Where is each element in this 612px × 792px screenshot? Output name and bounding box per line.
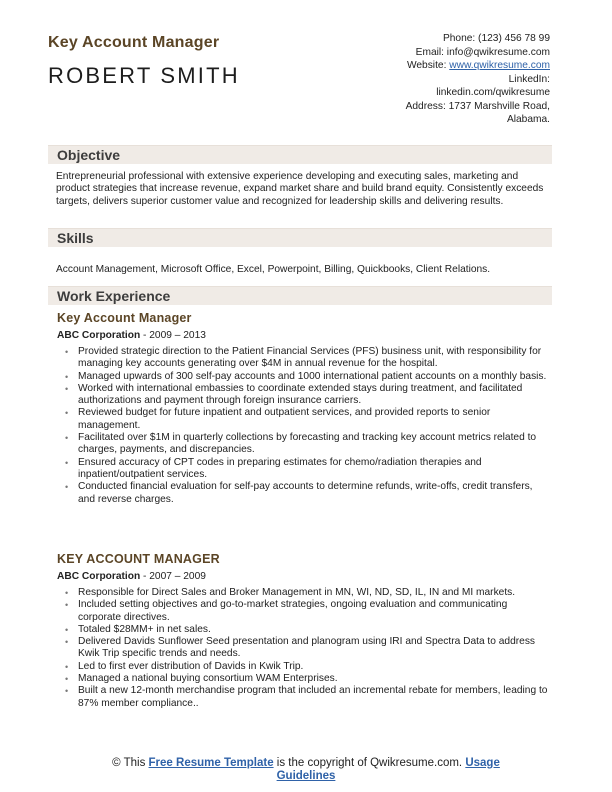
list-item: • Included setting objectives and go-to-market strategies, ongoing evaluation and communicating corporate directives.	[64, 599, 552, 624]
website-link[interactable]: www.qwikresume.com	[449, 60, 550, 71]
header-job-title: Key Account Manager	[48, 34, 220, 51]
objective-text: Entrepreneurial professional with extensive experience developing and executing sales, marketing and product strategies that increase revenue, expand market share and build brand equity. Consistently exceeds targets, delivers superior customer value and recognized for leadership skills and delivering results.	[56, 171, 544, 207]
list-item: • Facilitated over $1M in quarterly collections by forecasting and tracking key account metrics related to charges, payments, and discrepancies.	[64, 432, 552, 457]
contact-website-label: Website:	[406, 60, 450, 71]
footer-prefix: © This	[112, 757, 149, 769]
contact-phone: Phone: (123) 456 78 99	[442, 33, 550, 44]
contact-address-line2: Alabama.	[506, 114, 550, 125]
skills-text: Account Management, Microsoft Office, Excel, Powerpoint, Billing, Quickbooks, Client Relations.	[56, 264, 491, 275]
list-item: • Built a new 12-month merchandise program that included an incremental rebate for members, leading to 87% member compliance..	[64, 685, 552, 710]
objective-section-header	[48, 145, 552, 164]
footer-middle: is the copyright of Qwikresume.com.	[273, 757, 466, 769]
job-2-role: KEY ACCOUNT MANAGER	[57, 552, 220, 566]
free-resume-template-link[interactable]: Free Resume Template	[148, 757, 274, 769]
skills-heading: Skills	[57, 230, 94, 246]
experience-heading: Work Experience	[57, 288, 171, 304]
candidate-name: ROBERT SMITH	[48, 63, 240, 88]
list-item: • Reviewed budget for future inpatient and outpatient services, and provided reports to senior management.	[64, 407, 552, 432]
skills-section-header	[48, 228, 552, 247]
contact-block	[290, 32, 550, 127]
job-1-bullets	[64, 346, 552, 506]
job-1-company-line	[57, 330, 206, 341]
list-item: • Led to first ever distribution of Davids in Kwik Trip.	[64, 661, 552, 673]
list-item: • Managed a national buying consortium WAM Enterprises.	[64, 673, 552, 685]
job-1-dates: - 2009 – 2013	[140, 330, 206, 341]
list-item: • Provided strategic direction to the Patient Financial Services (PFS) business unit, with responsibility for managing key accounts generating over $4M in annual revenue for the hospital.	[64, 346, 552, 371]
usage-guidelines-link-part1[interactable]: Usage	[465, 757, 500, 769]
job-1-company: ABC Corporation	[57, 330, 141, 341]
contact-email: Email: info@qwikresume.com	[415, 46, 550, 58]
list-item: • Worked with international embassies to coordinate extended stays during treatment, and facilitated authorizations and payment through foreign insurance carriers.	[64, 383, 552, 408]
list-item: • Managed upwards of 300 self-pay accounts and 1000 international patient accounts on a monthly basis.	[64, 371, 552, 383]
footer	[48, 757, 564, 783]
job-1-role: Key Account Manager	[57, 311, 192, 325]
usage-guidelines-link-part2[interactable]: Guidelines	[276, 770, 336, 782]
job-2-company-line	[57, 571, 206, 582]
experience-section-header	[48, 286, 552, 305]
list-item: • Ensured accuracy of CPT codes in preparing estimates for chemo/radiation therapies and inpatient/outpatient services.	[64, 457, 552, 482]
job-2-company: ABC Corporation	[57, 571, 141, 582]
contact-address-line1: Address: 1737 Marshville Road,	[405, 100, 550, 112]
list-item: • Responsible for Direct Sales and Broker Management in MN, WI, ND, SD, IL, IN and MI markets.	[64, 587, 552, 599]
contact-linkedin-label: LinkedIn:	[508, 73, 550, 85]
job-2-bullets	[64, 587, 552, 710]
contact-linkedin-url: linkedin.com/qwikresume	[436, 87, 550, 98]
objective-heading: Objective	[57, 147, 121, 163]
list-item: • Delivered Davids Sunflower Seed presentation and planogram using IRI and Spectra Data to address Kwik Trip specific trends and needs.	[64, 636, 552, 661]
list-item: • Totaled $28MM+ in net sales.	[64, 624, 552, 636]
contact-website	[290, 59, 550, 73]
list-item: • Conducted financial evaluation for self-pay accounts to determine refunds, write-offs, credit transfers, and reverse charges.	[64, 481, 552, 506]
job-2-dates: - 2007 – 2009	[140, 571, 206, 582]
